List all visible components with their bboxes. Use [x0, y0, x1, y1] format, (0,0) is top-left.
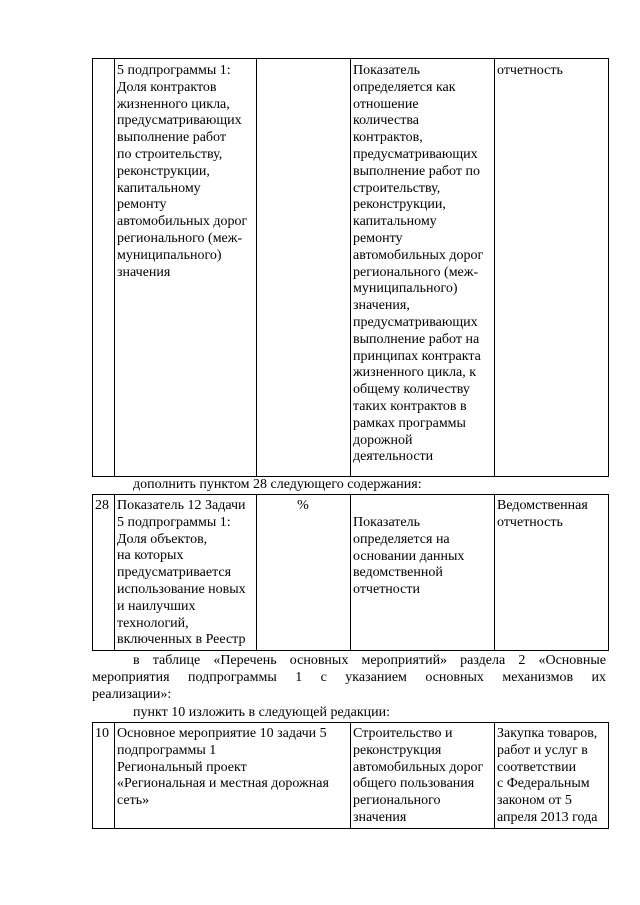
calculation-method-cell: Показатель определяется на основании данных ведомственной отчетности — [353, 515, 465, 598]
column-divider — [114, 59, 115, 476]
indicator-table-item-28 — [92, 494, 609, 651]
column-divider — [114, 723, 115, 828]
calculation-method-cell: Показатель определяется как отношение количества контрактов, предусматривающих выполнение работ по строительству, реконструкции, капитальному ремонту автомобильных дорог регионального (меж- муниципального) значения, предусматривающих выполнение работ на принципах контракта жизненного цикла, к общему количеству таких контрактов в рамках программы дорожной деятельности — [353, 63, 484, 465]
column-divider — [494, 723, 495, 828]
indicator-table-continued — [92, 58, 609, 477]
activities-table-item-10 — [92, 722, 609, 829]
indicator-name-cell: 5 подпрограммы 1: Доля контрактов жизненного цикла, предусматривающих выполнение работ по строительству, реконструкции, капитальному ремонту автомобильных дорог регионального (меж- муниципального) значения — [117, 63, 248, 280]
instruction-add-item-28: дополнить пунктом 28 следующего содержания: — [133, 477, 422, 492]
column-divider — [494, 495, 495, 650]
instruction-activities-table-line2: мероприятия подпрограммы 1 с указанием основных механизмов их — [92, 670, 606, 685]
row-number-cell: 28 — [95, 498, 109, 513]
mechanism-cell: Закупка товаров, работ и услуг в соответствии с Федеральным законом от 5 апреля 2013 года — [497, 726, 598, 825]
instruction-activities-table-line3: реализации»: — [92, 687, 172, 702]
row-number-cell: 10 — [95, 726, 109, 741]
instruction-item-10: пункт 10 изложить в следующей редакции: — [133, 705, 390, 720]
data-source-cell: отчетность — [497, 63, 563, 78]
column-divider — [350, 59, 351, 476]
activity-description-cell: Строительство и реконструкция автомобильных дорог общего пользования регионального значения — [353, 726, 484, 825]
unit-cell: % — [297, 498, 309, 513]
indicator-name-cell: Показатель 12 Задачи 5 подпрограммы 1: Доля объектов, на которых предусматривается использование новых и наилучших технологий, включенных в Реестр — [117, 498, 246, 648]
instruction-activities-table-line1: в таблице «Перечень основных мероприятий» раздела 2 «Основные — [133, 653, 606, 668]
column-divider — [114, 495, 115, 650]
activity-name-cell: Основное мероприятие 10 задачи 5 подпрограммы 1 Региональный проект «Региональная и местная дорожная сеть» — [117, 726, 329, 809]
column-divider — [494, 59, 495, 476]
column-divider — [350, 495, 351, 650]
data-source-cell: Ведомственная отчетность — [497, 498, 588, 530]
